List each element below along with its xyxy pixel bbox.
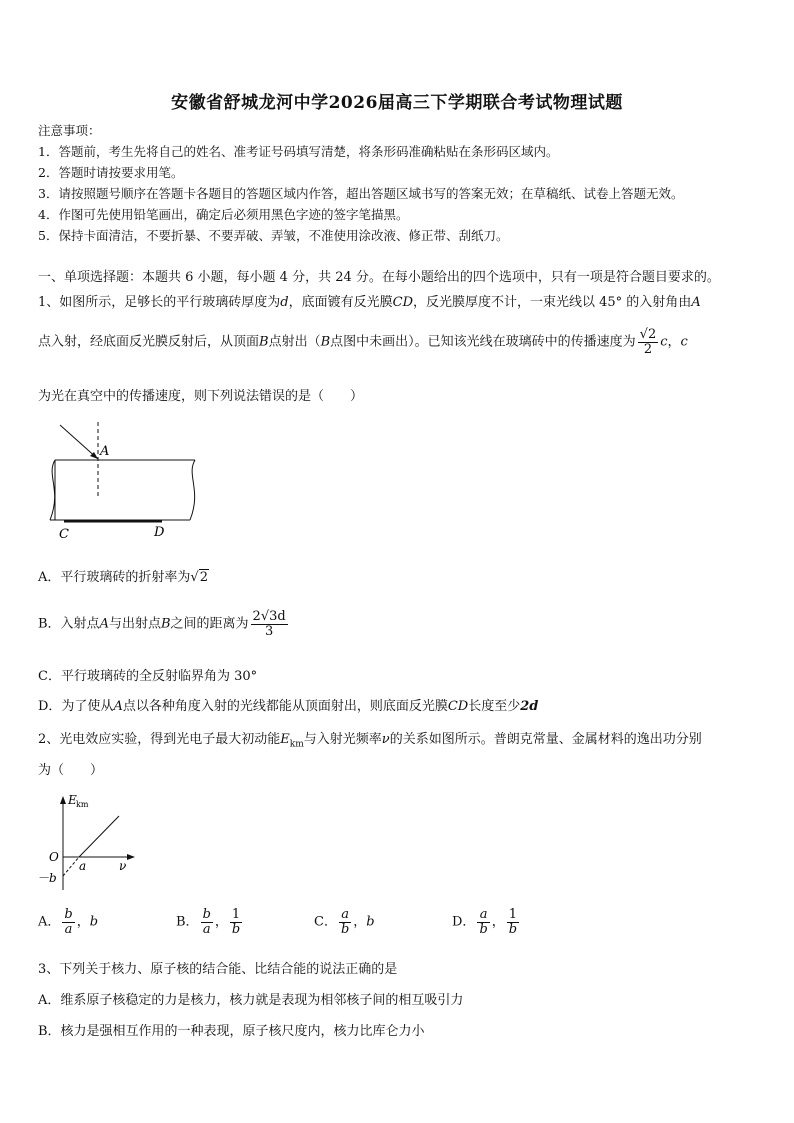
notice-item: 1．答题前，考生先将自己的姓名、准考证号码填写清楚，将条形码准确粘贴在条形码区域内。	[38, 144, 559, 159]
q3-option-a[interactable]: A．维系原子核稳定的力是核力，核力就是表现为相邻核子间的相互吸引力	[38, 993, 464, 1008]
speed-fraction: $\frac{√2}{2}$	[639, 327, 657, 357]
q2-line1: 2、光电效应实验，得到光电子最大初动能$E_{km}$与入射光频率ν的关系如图所示。普朗克常量、金属材料的逸出功分别	[38, 732, 702, 750]
minus-b-label: －b	[37, 871, 57, 885]
q3-stem: 3、下列关于核力、原子核的结合能、比结合能的说法正确的是	[38, 962, 398, 977]
q3-option-b[interactable]: B．核力是强相互作用的一种表现，原子核尺度内，核力比库仑力小	[38, 1024, 425, 1039]
section-heading: 一、单项选择题：本题共 6 小题，每小题 4 分，共 24 分。在每小题给出的四个选项中，只有一项是符合题目要求的。	[38, 270, 720, 285]
distance-fraction: $\frac{2√3d}{3}$	[252, 609, 286, 639]
notice-heading: 注意事项：	[38, 123, 101, 138]
intercept-a-label: a	[79, 859, 87, 873]
y-axis-label: E	[68, 793, 77, 807]
photoelectric-graph	[35, 790, 150, 895]
q1-option-c[interactable]: C．平行玻璃砖的全反射临界角为 30°	[38, 669, 258, 684]
q1-line3: 为光在真空中的传播速度，则下列说法错误的是（ ）	[38, 389, 364, 404]
origin-label: O	[49, 850, 59, 864]
q1-option-b[interactable]: B．入射点A与出射点B之间的距离为 $\frac{2√3d}{3}$	[38, 609, 286, 639]
q1-option-d[interactable]: D．为了使从A点以各种角度入射的光线都能从顶面射出，则底面反光膜CD长度至少2d	[38, 699, 539, 714]
notice-item: 4．作图可先使用铅笔画出，确定后必须用黑色字迹的签字笔描黑。	[38, 207, 409, 222]
q2-option-a[interactable]: A． $\frac{b}{a}$ ，b	[38, 907, 99, 937]
q2-option-b[interactable]: B． $\frac{b}{a}$ ， $\frac{1}{b}$	[176, 907, 241, 937]
left-break-curve	[50, 460, 55, 520]
label-D: D	[154, 525, 165, 540]
right-break-curve	[190, 460, 195, 520]
notice-item: 2．答题时请按要求用笔。	[38, 165, 184, 180]
page-title: 安徽省舒城龙河中学2026届高三下学期联合考试物理试题	[171, 93, 623, 113]
glass-block-figure	[40, 420, 210, 545]
notice-item: 5．保持卡面清洁，不要折暴、不要弄破、弄皱，不准使用涂改液、修正带、刮纸刀。	[38, 228, 509, 243]
q1-line2: 点入射，经底面反光膜反射后，从顶面B点射出（B点图中未画出）。已知该光线在玻璃砖中的传播速度为 $\frac{√2}{2}$ c，c	[38, 327, 688, 357]
q2-option-c[interactable]: C． $\frac{a}{b}$ ，b	[314, 907, 375, 937]
y-axis-arrow	[60, 796, 66, 804]
notice-item: 3．请按照题号顺序在答题卡各题目的答题区域内作答，超出答题区域书写的答案无效；在草稿纸、试卷上答题无效。	[38, 186, 684, 201]
y-axis-sub: km	[76, 800, 89, 809]
nu-label: ν	[119, 859, 127, 873]
ek-line	[79, 816, 119, 857]
extension-dashed	[63, 857, 79, 876]
label-A: A	[100, 444, 110, 459]
label-C: C	[59, 527, 69, 542]
x-axis-arrow	[127, 854, 135, 860]
q1-line1: 1、如图所示，足够长的平行玻璃砖厚度为d，底面镀有反光膜CD，反光膜厚度不计，一束光线以 45° 的入射角由A	[38, 295, 701, 310]
q2-option-d[interactable]: D． $\frac{a}{b}$ ， $\frac{1}{b}$	[452, 907, 518, 937]
sqrt-symbol: √2	[190, 570, 208, 585]
q1-option-a[interactable]: A．平行玻璃砖的折射率为√2	[38, 570, 208, 585]
q2-line2: 为（ ）	[38, 763, 104, 778]
